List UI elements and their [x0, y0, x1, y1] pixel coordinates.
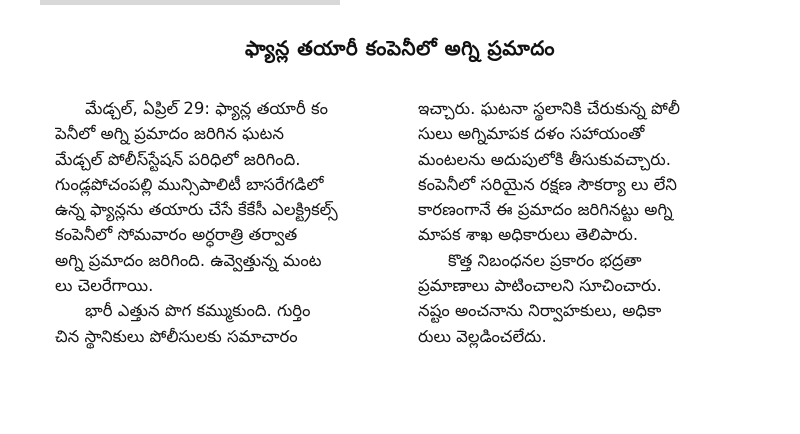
article-column-left	[55, 96, 400, 349]
article-line: లు చెలరేగాయి.	[55, 276, 154, 296]
article-line: మంటలను అదుపులోకి తీసుకువచ్చారు.	[418, 149, 671, 169]
article-line: ప్రమాణాలు పాటించాలని సూచించారు.	[418, 276, 662, 296]
article-line: భారీ ఎత్తున పొగ కమ్ముకుంది. గుర్తిం	[85, 301, 311, 321]
article-line: గుండ్లపోచంపల్లి మున్సిపాలిటీ బాసరేగడిలో	[55, 174, 324, 194]
article-line: చిన స్థానికులు పోలీసులకు సమాచారం	[55, 326, 298, 346]
article-line: రులు వెల్లడించలేదు.	[418, 326, 547, 346]
article-line: మేడ్చల్, ఏప్రిల్ 29: ఫ్యాన్ల తయారీ కం	[85, 99, 328, 118]
article-line: అగ్ని ప్రమాదం జరిగింది. ఉవ్వెత్తున్న మంట	[55, 250, 322, 270]
article-line: ఉన్న ఫ్యాన్లను తయారు చేసే కేకేసీ ఎలక్ట్రికల్స్	[55, 200, 338, 220]
article-line: మాపక శాఖ అధికారులు తెలిపారు.	[418, 225, 639, 245]
article-line: కంపెనీలో సోమవారం అర్ధరాత్రి తర్వాత	[55, 225, 298, 245]
article-line: సులు అగ్నిమాపక దళం సహాయంతో	[418, 124, 645, 144]
article-line: నష్టం అంచనాను నిర్వాహకులు, అధికా	[418, 301, 662, 321]
previous-article-edge	[40, 0, 340, 5]
article-line: ఇచ్చారు. ఘటనా స్థలానికి చేరుకున్న పోలీ	[418, 99, 680, 118]
article-line: కారణంగానే ఈ ప్రమాదం జరిగినట్టు అగ్ని	[418, 200, 673, 220]
article-line: కొత్త నిబంధనల ప్రకారం భద్రతా	[448, 250, 642, 270]
article-line: పెనీలో అగ్ని ప్రమాదం జరిగిన ఘటన	[55, 124, 284, 144]
headline: ఫ్యాన్ల తయారీ కంపెనీలో అగ్ని ప్రమాదం	[244, 36, 556, 60]
article-line: మేడ్చల్ పోలీస్‌స్టేషన్ పరిధిలో జరిగింది.	[55, 149, 301, 169]
article-line: కంపెనీలో సరియైన రక్షణ సౌకర్యా లు లేని	[418, 174, 677, 194]
article-column-right	[418, 96, 778, 349]
